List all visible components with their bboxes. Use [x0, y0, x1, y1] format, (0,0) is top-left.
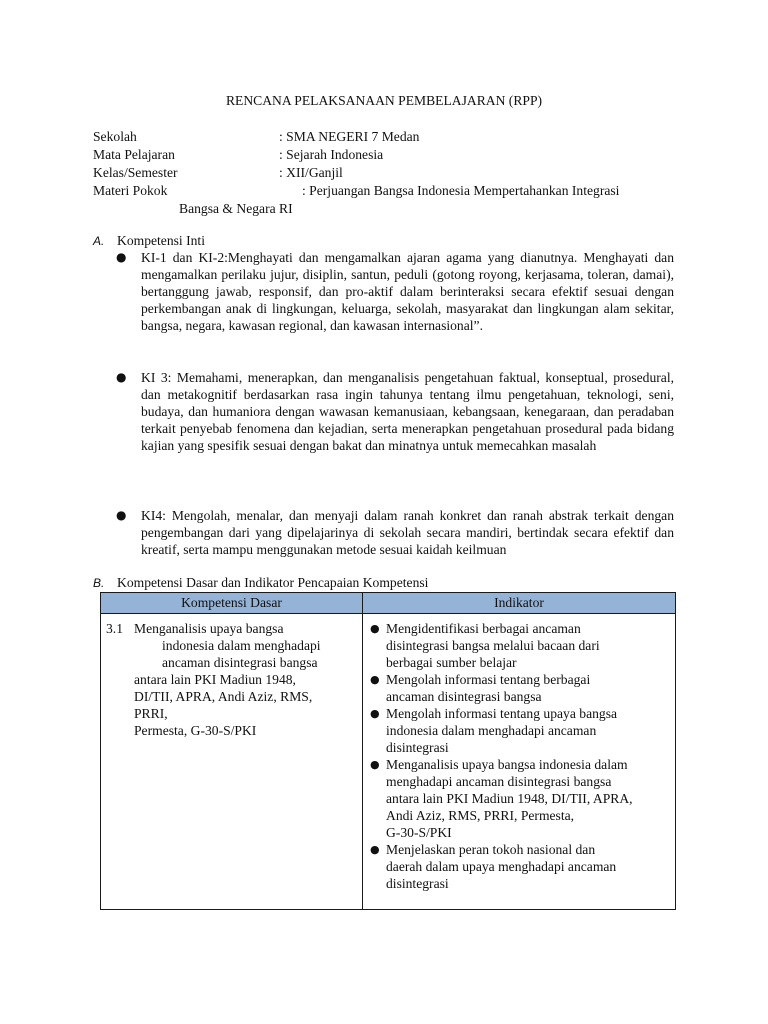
kd-line: antara lain PKI Madiun 1948,: [134, 672, 296, 687]
list-item: ● Menganalisis upaya bangsa indonesia dalam menghadapi ancaman disintegrasi bangsa antara lain PKI Madiun 1948, DI/TII, APRA, Andi Aziz, RMS, PRRI, Permesta, G-30-S/PKI: [370, 757, 633, 840]
kd-cell: [101, 614, 363, 910]
bullet-icon: ●: [370, 758, 380, 771]
header-indikator: Indikator: [363, 593, 676, 614]
kd-number: 3.1: [106, 621, 123, 636]
page-title: RENCANA PELAKSANAAN PEMBELAJARAN (RPP): [225, 93, 543, 108]
meta-value-continuation: Bangsa & Negara RI: [179, 201, 293, 216]
kd-line: indonesia dalam menghadapi: [162, 638, 321, 653]
bullet-icon: ●: [116, 250, 127, 264]
kd-line: ancaman disintegrasi bangsa: [162, 655, 318, 670]
section-letter: A.: [93, 234, 105, 248]
kd-text: [134, 620, 357, 739]
meta-value: : Perjuangan Bangsa Indonesia Mempertahankan Integrasi: [302, 183, 620, 198]
list-item: ● Mengolah informasi tentang berbagai ancaman disintegrasi bangsa: [370, 672, 591, 704]
header-kompetensi-dasar: Kompetensi Dasar: [101, 593, 363, 614]
meta-label: Materi Pokok: [93, 183, 168, 198]
ki-text: KI 3: Memahami, menerapkan, dan menganalisis pengetahuan faktual, konseptual, prosedural, dan metakognitif berdasarkan rasa ingin tahunya tentang ilmu pengetahuan, teknologi, seni, budaya, dan humaniora dengan wawasan kemanusiaan, kebangsaan, kenegaraan, dan peradaban terkait penyebab fenomena dan kejadian, serta menerapkan pengetahuan prosedural pada bidang kajian yang spesifik sesuai dengan bakat dan minatnya untuk memecahkan masalah: [141, 370, 674, 453]
section-a-heading: [93, 232, 205, 250]
bullet-icon: ●: [116, 508, 127, 522]
table-header-row: [101, 593, 676, 614]
meta-label: Mata Pelajaran: [93, 147, 175, 162]
kd-line: DI/TII, APRA, Andi Aziz, RMS,: [134, 689, 313, 704]
kd-line: Menganalisis upaya bangsa: [134, 621, 284, 636]
list-item: ● Mengidentifikasi berbagai ancaman disintegrasi bangsa melalui bacaan dari berbagai sumber belajar: [370, 621, 600, 670]
section-letter: B.: [93, 576, 105, 590]
bullet-icon: ●: [370, 673, 380, 686]
meta-value: : SMA NEGERI 7 Medan: [279, 129, 420, 144]
table-row: [101, 614, 676, 910]
bullet-icon: ●: [116, 370, 127, 384]
indicator-cell: [363, 614, 676, 910]
list-item: ● Mengolah informasi tentang upaya bangsa indonesia dalam menghadapi ancaman disintegrasi: [370, 706, 618, 755]
section-b-heading: [93, 574, 428, 592]
kd-line: PRRI,: [134, 706, 168, 721]
meta-value: : XII/Ganjil: [279, 165, 343, 180]
kd-indicator-table: [100, 592, 676, 910]
ki-text: KI-1 dan KI-2:Menghayati dan mengamalkan ajaran agama yang dianutnya. Menghayati dan mengamalkan perilaku jujur, disiplin, santun, peduli (gotong royong, kerjasama, toleran, damai), bertanggung jawab, responsif, dan pro-aktif dalam berinteraksi secara efektif sesuai dengan perkembangan anak di lingkungan, keluarga, sekolah, masyarakat dan lingkungan alam sekitar, bangsa, negara, kawasan regional, dan kawasan internasional”.: [141, 250, 674, 333]
indicator-list: [368, 620, 670, 892]
meta-label: Kelas/Semester: [93, 165, 178, 180]
section-title: Kompetensi Inti: [117, 233, 205, 248]
meta-label: Sekolah: [93, 129, 137, 144]
meta-value: : Sejarah Indonesia: [279, 147, 384, 162]
kd-line: Permesta, G-30-S/PKI: [134, 723, 257, 738]
bullet-icon: ●: [370, 622, 380, 635]
bullet-icon: ●: [370, 843, 380, 856]
bullet-icon: ●: [370, 707, 380, 720]
section-title: Kompetensi Dasar dan Indikator Pencapaian Kompetensi: [117, 575, 429, 590]
ki-text: KI4: Mengolah, menalar, dan menyaji dalam ranah konkret dan ranah abstrak terkait dengan pengembangan dari yang dipelajarinya di sekolah secara mandiri, bertindak secara efektif dan kreatif, serta mampu menggunakan metode sesuai kaidah keilmuan: [141, 508, 674, 557]
list-item: ● Menjelaskan peran tokoh nasional dan daerah dalam upaya menghadapi ancaman disintegrasi: [370, 842, 617, 891]
